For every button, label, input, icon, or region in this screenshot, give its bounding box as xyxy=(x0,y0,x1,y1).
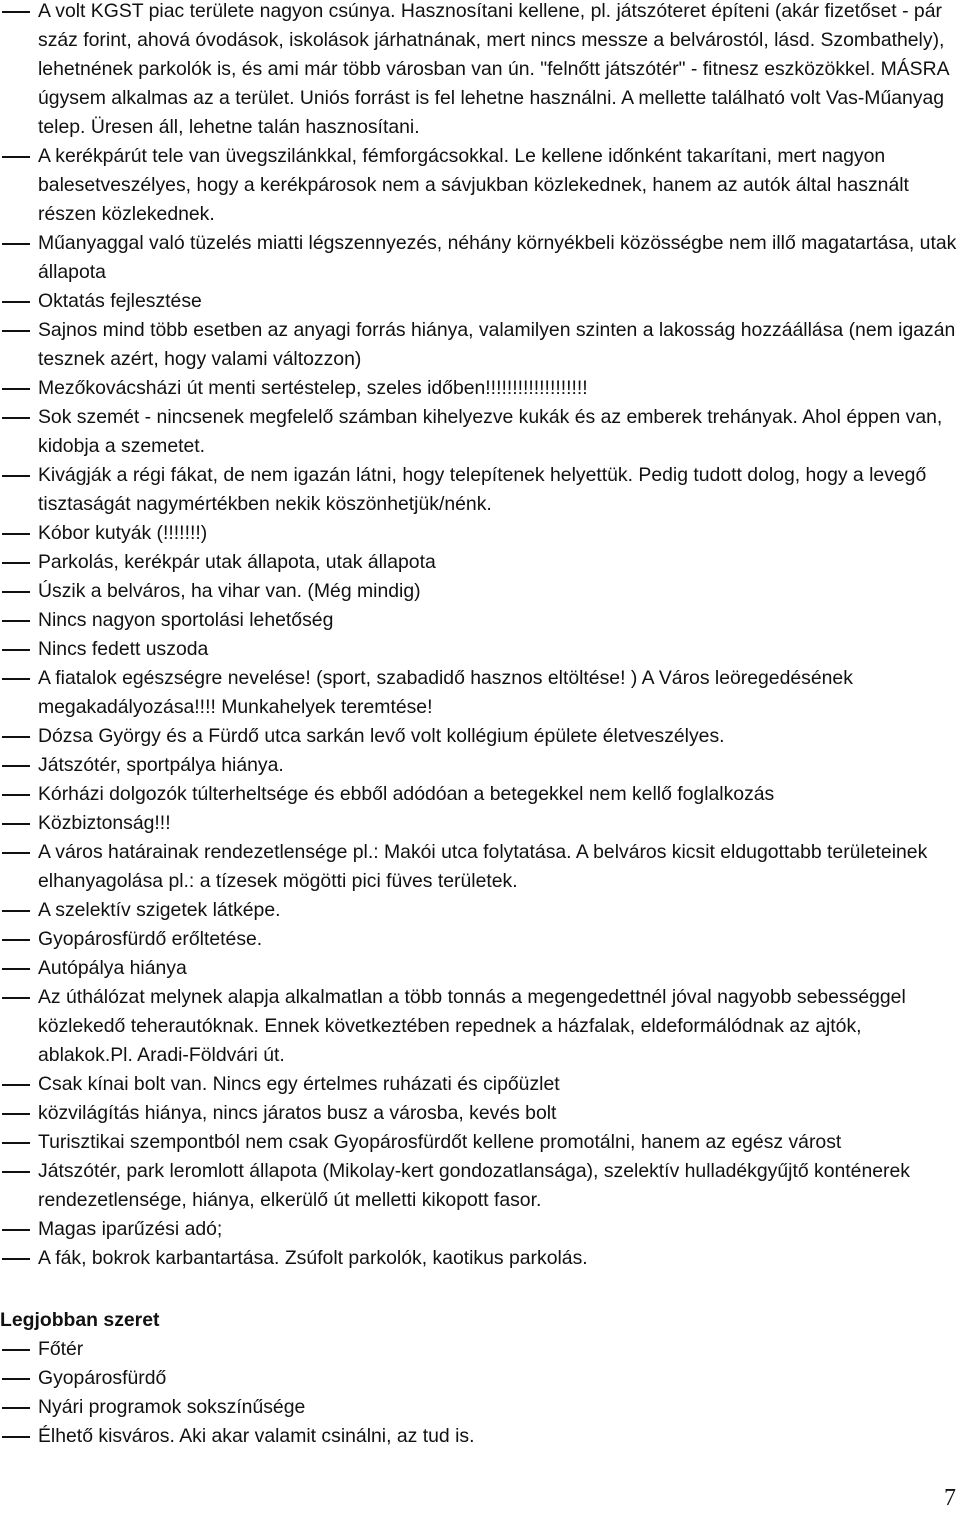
dash-bullet xyxy=(2,330,30,332)
list-item-text: Dózsa György és a Fürdő utca sarkán levő volt kollégium épülete életveszélyes. xyxy=(38,725,725,747)
list-item-text: Autópálya hiánya xyxy=(38,957,187,979)
dash-bullet xyxy=(2,1258,30,1260)
list-item-text: Játszótér, park leromlott állapota (Mikolay-kert gondozatlansága), szelektív hulladékgyűjtő konténerek rendezetlensége, hiánya, elkerülő út melletti kikopott fasor. xyxy=(38,1160,910,1211)
dash-bullet xyxy=(2,533,30,535)
list-item-text: A kerékpárút tele van üvegszilánkkal, fémforgácsokkal. Le kellene időnként takarítani, mert nagyon balesetveszélyes, hogy a kerékpárosok nem a sávjukban közlekednek, hanem az autók által használt részen közlekednek. xyxy=(38,145,909,225)
dash-bullet xyxy=(2,1142,30,1144)
dash-bullet xyxy=(2,417,30,419)
list-item xyxy=(0,287,960,316)
dash-bullet xyxy=(2,794,30,796)
list-item xyxy=(0,722,960,751)
list-item xyxy=(0,780,960,809)
list-item xyxy=(0,1364,960,1393)
list-item-text: Játszótér, sportpálya hiánya. xyxy=(38,754,284,776)
dash-bullet xyxy=(2,852,30,854)
dash-bullet xyxy=(2,968,30,970)
section-heading: Legjobban szeret xyxy=(0,1309,160,1331)
dash-bullet xyxy=(2,301,30,303)
list-item xyxy=(0,1070,960,1099)
list-item xyxy=(0,664,960,722)
list-item xyxy=(0,548,960,577)
list-item xyxy=(0,1099,960,1128)
list-item-text: Sok szemét - nincsenek megfelelő számban kihelyezve kukák és az emberek trehányak. Ahol éppen van, kidobja a szemetet. xyxy=(38,406,943,457)
list-item xyxy=(0,374,960,403)
list-item xyxy=(0,606,960,635)
list-item-text: Kivágják a régi fákat, de nem igazán látni, hogy telepítenek helyettük. Pedig tudott dolog, hogy a levegő tisztaságát nagymértékben nekik köszönhetjük/nénk. xyxy=(38,464,927,515)
list-item xyxy=(0,519,960,548)
list-item-text: Műanyaggal való tüzelés miatti légszennyezés, néhány környékbeli közösségbe nem illő magatartása, utak állapota xyxy=(38,232,957,283)
list-item xyxy=(0,1393,960,1422)
list-item xyxy=(0,954,960,983)
dash-bullet xyxy=(2,475,30,477)
dash-bullet xyxy=(2,910,30,912)
dash-bullet xyxy=(2,1407,30,1409)
list-item-text: Magas iparűzési adó; xyxy=(38,1218,223,1240)
list-item xyxy=(0,142,960,229)
dash-bullet xyxy=(2,765,30,767)
list-item-text: Oktatás fejlesztése xyxy=(38,290,202,312)
list-item-text: Gyopárosfürdő xyxy=(38,1367,167,1389)
dash-bullet xyxy=(2,156,30,158)
favorites-list xyxy=(0,1335,960,1451)
list-item xyxy=(0,0,960,142)
list-item-text: Nyári programok sokszínűsége xyxy=(38,1396,306,1418)
dash-bullet xyxy=(2,736,30,738)
list-item xyxy=(0,1335,960,1364)
list-item xyxy=(0,635,960,664)
list-item-text: Főtér xyxy=(38,1338,84,1360)
list-item xyxy=(0,229,960,287)
list-item-text: Az úthálózat melynek alapja alkalmatlan a több tonnás a megengedettnél jóval nagyobb sebességgel közlekedő teherautóknak. Ennek következtében repednek a házfalak, eldeformálódnak az ajtók, ablakok.Pl. Aradi-Földvári út. xyxy=(38,986,906,1066)
list-item xyxy=(0,983,960,1070)
dash-bullet xyxy=(2,562,30,564)
list-item-text: Csak kínai bolt van. Nincs egy értelmes ruházati és cipőüzlet xyxy=(38,1073,560,1095)
list-item-text: közvilágítás hiánya, nincs járatos busz a városba, kevés bolt xyxy=(38,1102,557,1124)
list-item-text: Parkolás, kerékpár utak állapota, utak állapota xyxy=(38,551,436,573)
dash-bullet xyxy=(2,649,30,651)
list-item-text: Kórházi dolgozók túlterheltsége és ebből adódóan a betegekkel nem kellő foglalkozás xyxy=(38,783,775,805)
list-item xyxy=(0,461,960,519)
list-item-text: Gyopárosfürdő erőltetése. xyxy=(38,928,263,950)
list-item-text: A szelektív szigetek látképe. xyxy=(38,899,281,921)
dash-bullet xyxy=(2,1171,30,1173)
dash-bullet xyxy=(2,1113,30,1115)
dash-bullet xyxy=(2,1436,30,1438)
page-number: 7 xyxy=(944,1485,956,1511)
dash-bullet xyxy=(2,620,30,622)
list-item-text: A város határainak rendezetlensége pl.: Makói utca folytatása. A belváros kicsit eldugottabb területeinek elhanyagolása pl.: a tízesek mögötti pici füves területek. xyxy=(38,841,928,892)
list-item xyxy=(0,925,960,954)
dash-bullet xyxy=(2,678,30,680)
list-item xyxy=(0,1422,960,1451)
list-item xyxy=(0,316,960,374)
dash-bullet xyxy=(2,388,30,390)
list-item-text: Úszik a belváros, ha vihar van. (Még mindig) xyxy=(38,580,421,602)
list-item xyxy=(0,751,960,780)
dash-bullet xyxy=(2,1229,30,1231)
list-item-text: Mezőkovácsházi út menti sertéstelep, szeles időben!!!!!!!!!!!!!!!!!!! xyxy=(38,377,588,399)
list-item-text: Élhető kisváros. Aki akar valamit csinálni, az tud is. xyxy=(38,1425,475,1447)
list-item xyxy=(0,1157,960,1215)
dash-bullet xyxy=(2,11,30,13)
dash-bullet xyxy=(2,939,30,941)
dash-bullet xyxy=(2,243,30,245)
list-item-text: Kóbor kutyák (!!!!!!!) xyxy=(38,522,208,544)
dash-bullet xyxy=(2,591,30,593)
list-item-text: A volt KGST piac területe nagyon csúnya. Hasznosítani kellene, pl. játszóteret építeni (akár fizetőset - pár száz forint, ahová óvodások, iskolások járhatnának, mert nincs messze a belvárostól, lásd. Szombathely), lehetnének parkolók is, és ami már több városban van ún. "felnőtt játszótér" - fitnesz eszközökkel. MÁSRA úgysem alkalmas az a terület. Uniós forrást is fel lehetne használni. A mellette található volt Vas-Műanyag telep. Üresen áll, lehetne talán hasznosítani. xyxy=(38,0,949,138)
list-item-text: Nincs nagyon sportolási lehetőség xyxy=(38,609,334,631)
dash-bullet xyxy=(2,1084,30,1086)
list-item xyxy=(0,896,960,925)
list-item-text: A fiatalok egészségre nevelése! (sport, szabadidő hasznos eltöltése! ) A Város leöregedésének megakadályozása!!!! Munkahelyek teremtése! xyxy=(38,667,853,718)
dash-bullet xyxy=(2,823,30,825)
list-item-text: Sajnos mind több esetben az anyagi forrás hiánya, valamilyen szinten a lakosság hozzáállása (nem igazán tesznek azért, hogy valami változzon) xyxy=(38,319,956,370)
list-item-text: Nincs fedett uszoda xyxy=(38,638,209,660)
list-item xyxy=(0,577,960,606)
list-item xyxy=(0,1244,960,1273)
list-item xyxy=(0,838,960,896)
list-item-text: A fák, bokrok karbantartása. Zsúfolt parkolók, kaotikus parkolás. xyxy=(38,1247,588,1269)
dash-bullet xyxy=(2,997,30,999)
dash-bullet xyxy=(2,1378,30,1380)
dash-bullet xyxy=(2,1349,30,1351)
list-item xyxy=(0,1215,960,1244)
list-item xyxy=(0,403,960,461)
list-item-text: Közbiztonság!!! xyxy=(38,812,171,834)
list-item-text: Turisztikai szempontból nem csak Gyopárosfürdőt kellene promotálni, hanem az egész várost xyxy=(38,1131,842,1153)
list-item xyxy=(0,809,960,838)
list-item xyxy=(0,1128,960,1157)
